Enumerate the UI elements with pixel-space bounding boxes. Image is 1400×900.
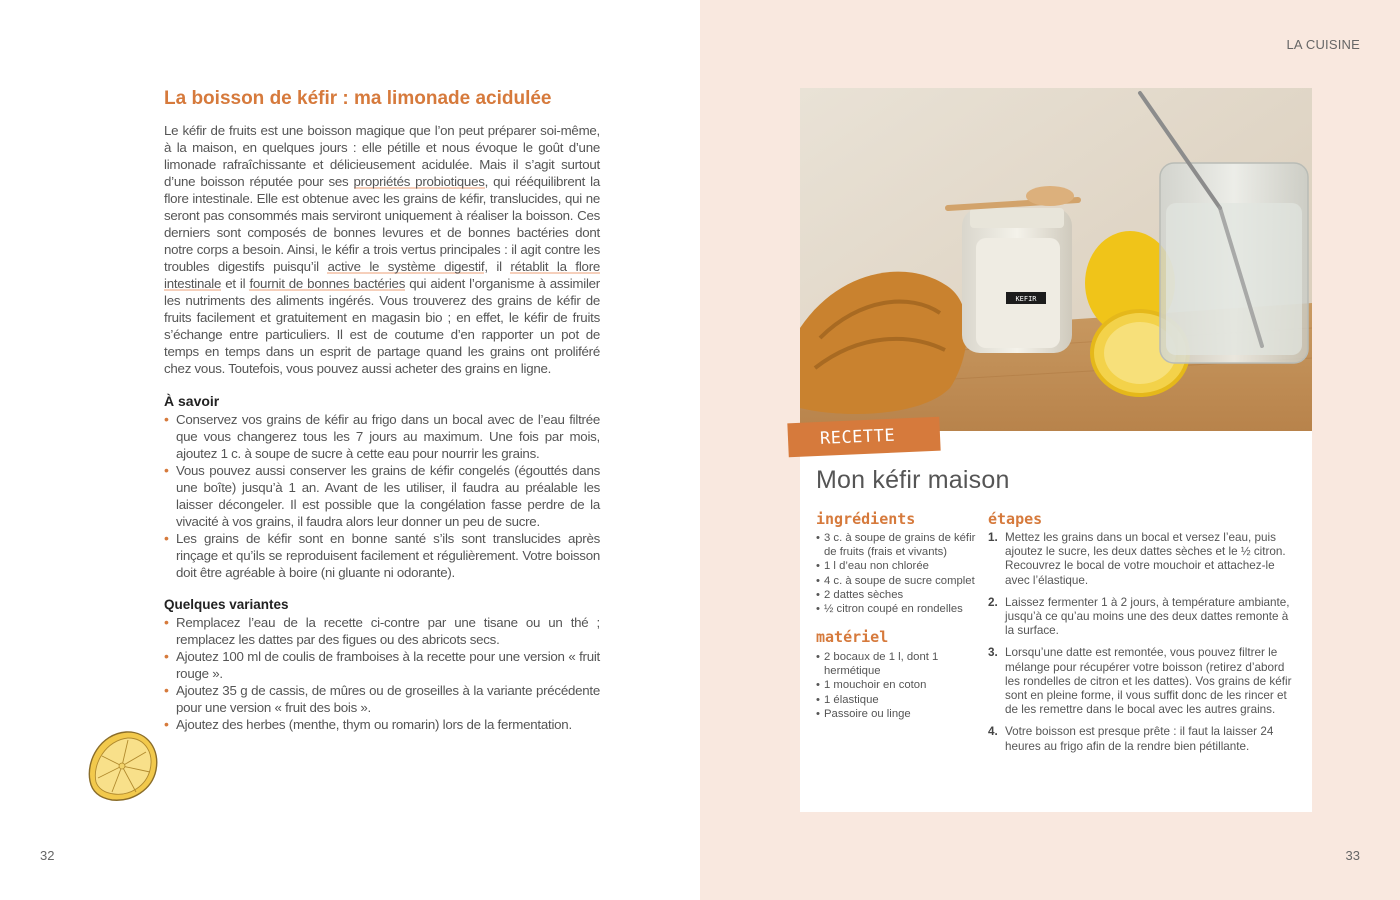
intro-paragraph: Le kéfir de fruits est une boisson magique que l’on peut préparer soi-même, à la maison, en quelques jours : elle pétille et nous évoque le goût d’une limonade rafraîchissante et délicieusement acidulée. Mais il s’agit surtout d’une boisson réputée pour ses propriétés probiotiques, qui rééquilibrent la flore intestinale. Elle est obtenue avec les grains de kéfir, translucides, qui ne seront pas consommés mais serviront uniquement à réaliser la boisson. Ces derniers sont composés de bonnes levures et de bonnes bactéries dont notre corps a besoin. Ainsi, le kéfir a trois vertus principales : il agit contre les troubles digestifs puisqu’il active le système digestif, il rétablit la flore intestinale et il fournit de bonnes bactéries qui aident l’organisme à assimiler les nutriments des aliments ingérés. Vous trouverez des grains de kéfir de fruits facilement et gratuitement en magasin bio ; en effet, le kéfir de fruits s’échange entre particuliers. Il est de coutume d’en rapporter un pot de temps en temps dans un esprit de partage quand les grains ont proliféré chez vous. Toutefois, vous pouvez aussi acheter des grains en ligne. bbox=[164, 123, 601, 376]
list-item: • Conservez vos grains de kéfir au frigo dans un bocal avec de l’eau filtrée que vous changerez tous les 7 jours au maximum. Une fois par mois, ajoutez 1 c. à soupe de sucre à cette eau pour nourrir les grains. bbox=[164, 411, 600, 462]
list-item: • Les grains de kéfir sont en bonne santé s’ils sont translucides après rinçage et qu’ils se reproduisent facilement et régulièrement. Votre boisson doit être agréable à boire (ni gluante ni odorante). bbox=[164, 530, 600, 581]
running-head: LA CUISINE bbox=[1286, 37, 1360, 52]
step-item: 4. Votre boisson est presque prête : il faut la laisser 24 heures au frigo afin de la rendre bien pétillante. bbox=[988, 725, 1274, 753]
ingredients-heading: ingrédients bbox=[816, 510, 916, 528]
materiel-list bbox=[816, 650, 984, 721]
list-item: • Vous pouvez aussi conserver les grains de kéfir congelés (égouttés dans une boîte) jusqu’à 1 an. Avant de les utiliser, il faudra au préalable les laisser décongeler. Il est possible que la congélation fasse perdre de la vivacité à vos grains, il faudra alors leur donner un peu de sucre. bbox=[164, 462, 600, 530]
list-item: • 2 bocaux de 1 l, dont 1 hermétique bbox=[816, 650, 984, 678]
recette-tag: RECETTE bbox=[787, 417, 940, 458]
list-item: • 1 l d’eau non chlorée bbox=[816, 559, 984, 573]
highlight-flore-intestinale: rétablit la flore intestinale bbox=[164, 259, 601, 291]
list-item: • Ajoutez des herbes (menthe, thym ou romarin) lors de la fermentation. bbox=[164, 716, 600, 733]
page-number-right: 33 bbox=[1345, 848, 1360, 863]
list-item: • ½ citron coupé en rondelles bbox=[816, 602, 984, 616]
variantes-heading: Quelques variantes bbox=[164, 597, 289, 612]
list-item: • 2 dattes sèches bbox=[816, 588, 984, 602]
list-item: • Ajoutez 35 g de cassis, de mûres ou de groseilles à la variante précédente pour une version « fruit des bois ». bbox=[164, 682, 600, 716]
step-number: 3. bbox=[988, 646, 998, 660]
etapes-heading: étapes bbox=[988, 510, 1043, 528]
kefir-photo bbox=[800, 88, 1312, 431]
article-title: La boisson de kéfir : ma limonade acidulée bbox=[164, 88, 552, 109]
list-item: • Passoire ou linge bbox=[816, 707, 984, 721]
list-item: • 1 mouchoir en coton bbox=[816, 678, 984, 692]
recipe-title: Mon kéfir maison bbox=[816, 466, 1010, 494]
list-item: • 1 élastique bbox=[816, 693, 984, 707]
list-item: • Ajoutez 100 ml de coulis de framboises à la recette pour une version « fruit rouge ». bbox=[164, 648, 600, 682]
highlight-bonnes-bacteries: fournit de bonnes bactéries bbox=[249, 276, 406, 291]
etapes-list bbox=[988, 531, 1298, 762]
list-item: • Remplacez l’eau de la recette ci-contre par une tisane ou un thé ; remplacez les dattes par des figues ou des abricots secs. bbox=[164, 614, 600, 648]
step-item: 2. Laissez fermenter 1 à 2 jours, à température ambiante, jusqu’à ce qu’au moins une des deux dattes remonte à la surface. bbox=[988, 595, 1290, 638]
list-item: • 3 c. à soupe de grains de kéfir de fruits (frais et vivants) bbox=[816, 531, 984, 559]
step-item: 1. Mettez les grains dans un bocal et versez l’eau, puis ajoutez le sucre, les deux dattes sèches et le ½ citron. Recouvrez le bocal de votre mouchoir et attachez-le avec l’élastique. bbox=[988, 531, 1286, 587]
step-number: 4. bbox=[988, 725, 998, 739]
step-number: 1. bbox=[988, 531, 998, 544]
a-savoir-heading: À savoir bbox=[164, 393, 220, 409]
svg-text:KEFIR: KEFIR bbox=[1015, 295, 1037, 303]
materiel-heading: matériel bbox=[816, 628, 889, 646]
ingredients-list bbox=[816, 531, 984, 616]
a-savoir-list bbox=[164, 411, 600, 581]
lemon-half-illustration bbox=[82, 726, 162, 806]
highlight-systeme-digestif: active le système digestif bbox=[327, 259, 485, 274]
variantes-list bbox=[164, 614, 600, 733]
step-item: 3. Lorsqu’une datte est remontée, vous pouvez filtrer le mélange pour récupérer votre boisson (retirez d’abord les rondelles de citron et les dattes). Vos grains de kéfir sont en pleine forme, il vous suffit donc de les rincer et de les remettre dans le bocal avec les autres grains. bbox=[988, 646, 1292, 717]
step-number: 2. bbox=[988, 595, 998, 609]
highlight-probiotiques: propriétés probiotiques bbox=[353, 174, 485, 189]
page-number-left: 32 bbox=[40, 848, 55, 863]
list-item: • 4 c. à soupe de sucre complet bbox=[816, 574, 984, 588]
